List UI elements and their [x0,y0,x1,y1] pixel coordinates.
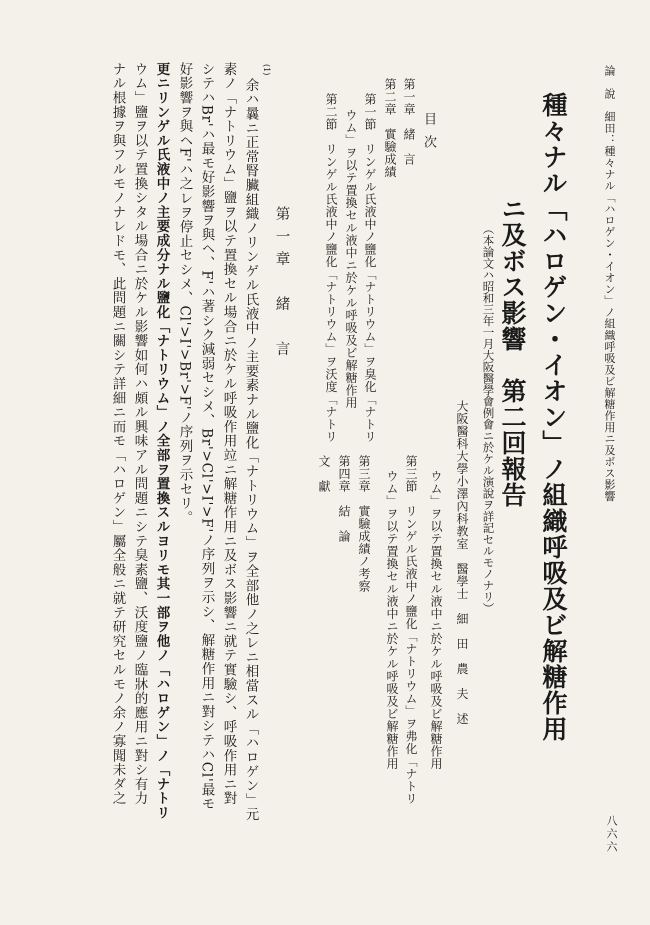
chapter-heading: 第一章 緒 言 [273,206,290,364]
body-line: 更ニリンゲル氏液中ノ主要成分ナル鹽化「ナトリウム」ノ全部ヲ置換スルヨリモ其一部ヲ他ノ「ハロゲン」ノ「ナトリ [153,62,170,820]
toc-item: 第四章 結 論 [337,455,351,543]
toc-item: ウム」ヲ以テ置換セル液中ニ於ケル呼吸及ビ解糖作用 [344,109,358,409]
toc-item: 第二章 實驗成績 [383,78,397,178]
publication-note: （本論文ハ昭和三年一月大阪醫學會例會ニ於ケル演說ヲ詳記セルモノナリ） [481,223,496,614]
body-line: ナル根據ヲ與フルモノナレドモ、此問題ニ關シテ詳細ニ而モ「ハロゲン」屬全般ニ就テ研究セルモノ余ノ寡聞未ダ之 [109,62,126,806]
toc-item: 第一節 リンゲル氏液中ノ鹽化「ナトリウム」ヲ臭化「ナトリ [363,93,377,443]
body-line: 好影響ヲ與ヘF'ハ之レヲ停止セシメ、Cl'>I'>Br'>F'ノ序列ヲ示セリ。 [176,62,193,525]
toc-item: 第三節 リンゲル氏液中ノ鹽化「ナトリウム」ヲ弗化「ナトリ [404,455,418,805]
toc-item: ウム」ヲ以テ置換セル液中ニ於ケル呼吸及ビ解糖作用 [385,470,399,770]
body-line: シテハBr'ハ最モ好影響ヲ與ヘ、F'ハ著シク減弱セシメ、Br'>Cl'>I'>F'ノ序列ヲ示シ、解糖作用ニ對シテハCl'最モ [198,62,215,812]
title-line-2: ニ及ボス影響 第二回報告 [498,196,527,508]
toc-heading: 目次 [421,112,436,158]
toc-item: 第二節 リンゲル氏液中ノ鹽化「ナトリウム」ヲ沃度「ナトリ [324,93,338,443]
page-number: 八六六 [605,815,618,854]
body-line: 余ハ曩ニ正常腎臟組織ノリンゲル氏液中ノ主要素ナル鹽化「ナトリウム」ヲ全部他ノ之レニ相當スル「ハロゲン」元 [242,78,259,822]
toc-item: ウム」ヲ以テ置換セル液中ニ於ケル呼吸及ビ解糖作用 [429,470,443,770]
running-header: 論 說 細田：種々ナル「ハロゲン・イオン」ノ組織呼吸及ビ解糖作用ニ及ボス影響 [603,65,616,502]
author-affiliation: 大阪醫科大學小澤內科教室 醫學士 細 田 農 夫 述 [455,400,469,725]
toc-item: 文 獻 [317,455,331,493]
toc-item: 第一章 緒 言 [402,78,416,166]
body-line: 素ノ「ナトリウム」鹽ヲ以テ置換セル場合ニ於ケル呼吸作用竝ニ解糖作用ニ及ボス影響ニ就テ實驗シ、呼吸作用ニ對 [220,62,237,806]
body-line: ウム」鹽ヲ以テ置換シタル場合ニ於ケル影響如何ハ頗ル興味アル問題ニシテ臭素鹽、沃度鹽ノ臨牀的應用ニ對シ有力 [131,62,148,806]
title-line-1: 種々ナル「ハロゲン・イオン」ノ組織呼吸及ビ解糖作用 [539,92,568,742]
toc-item: 第三章 實驗成績ノ考察 [357,455,371,593]
reference-mark: (1) [262,64,271,76]
